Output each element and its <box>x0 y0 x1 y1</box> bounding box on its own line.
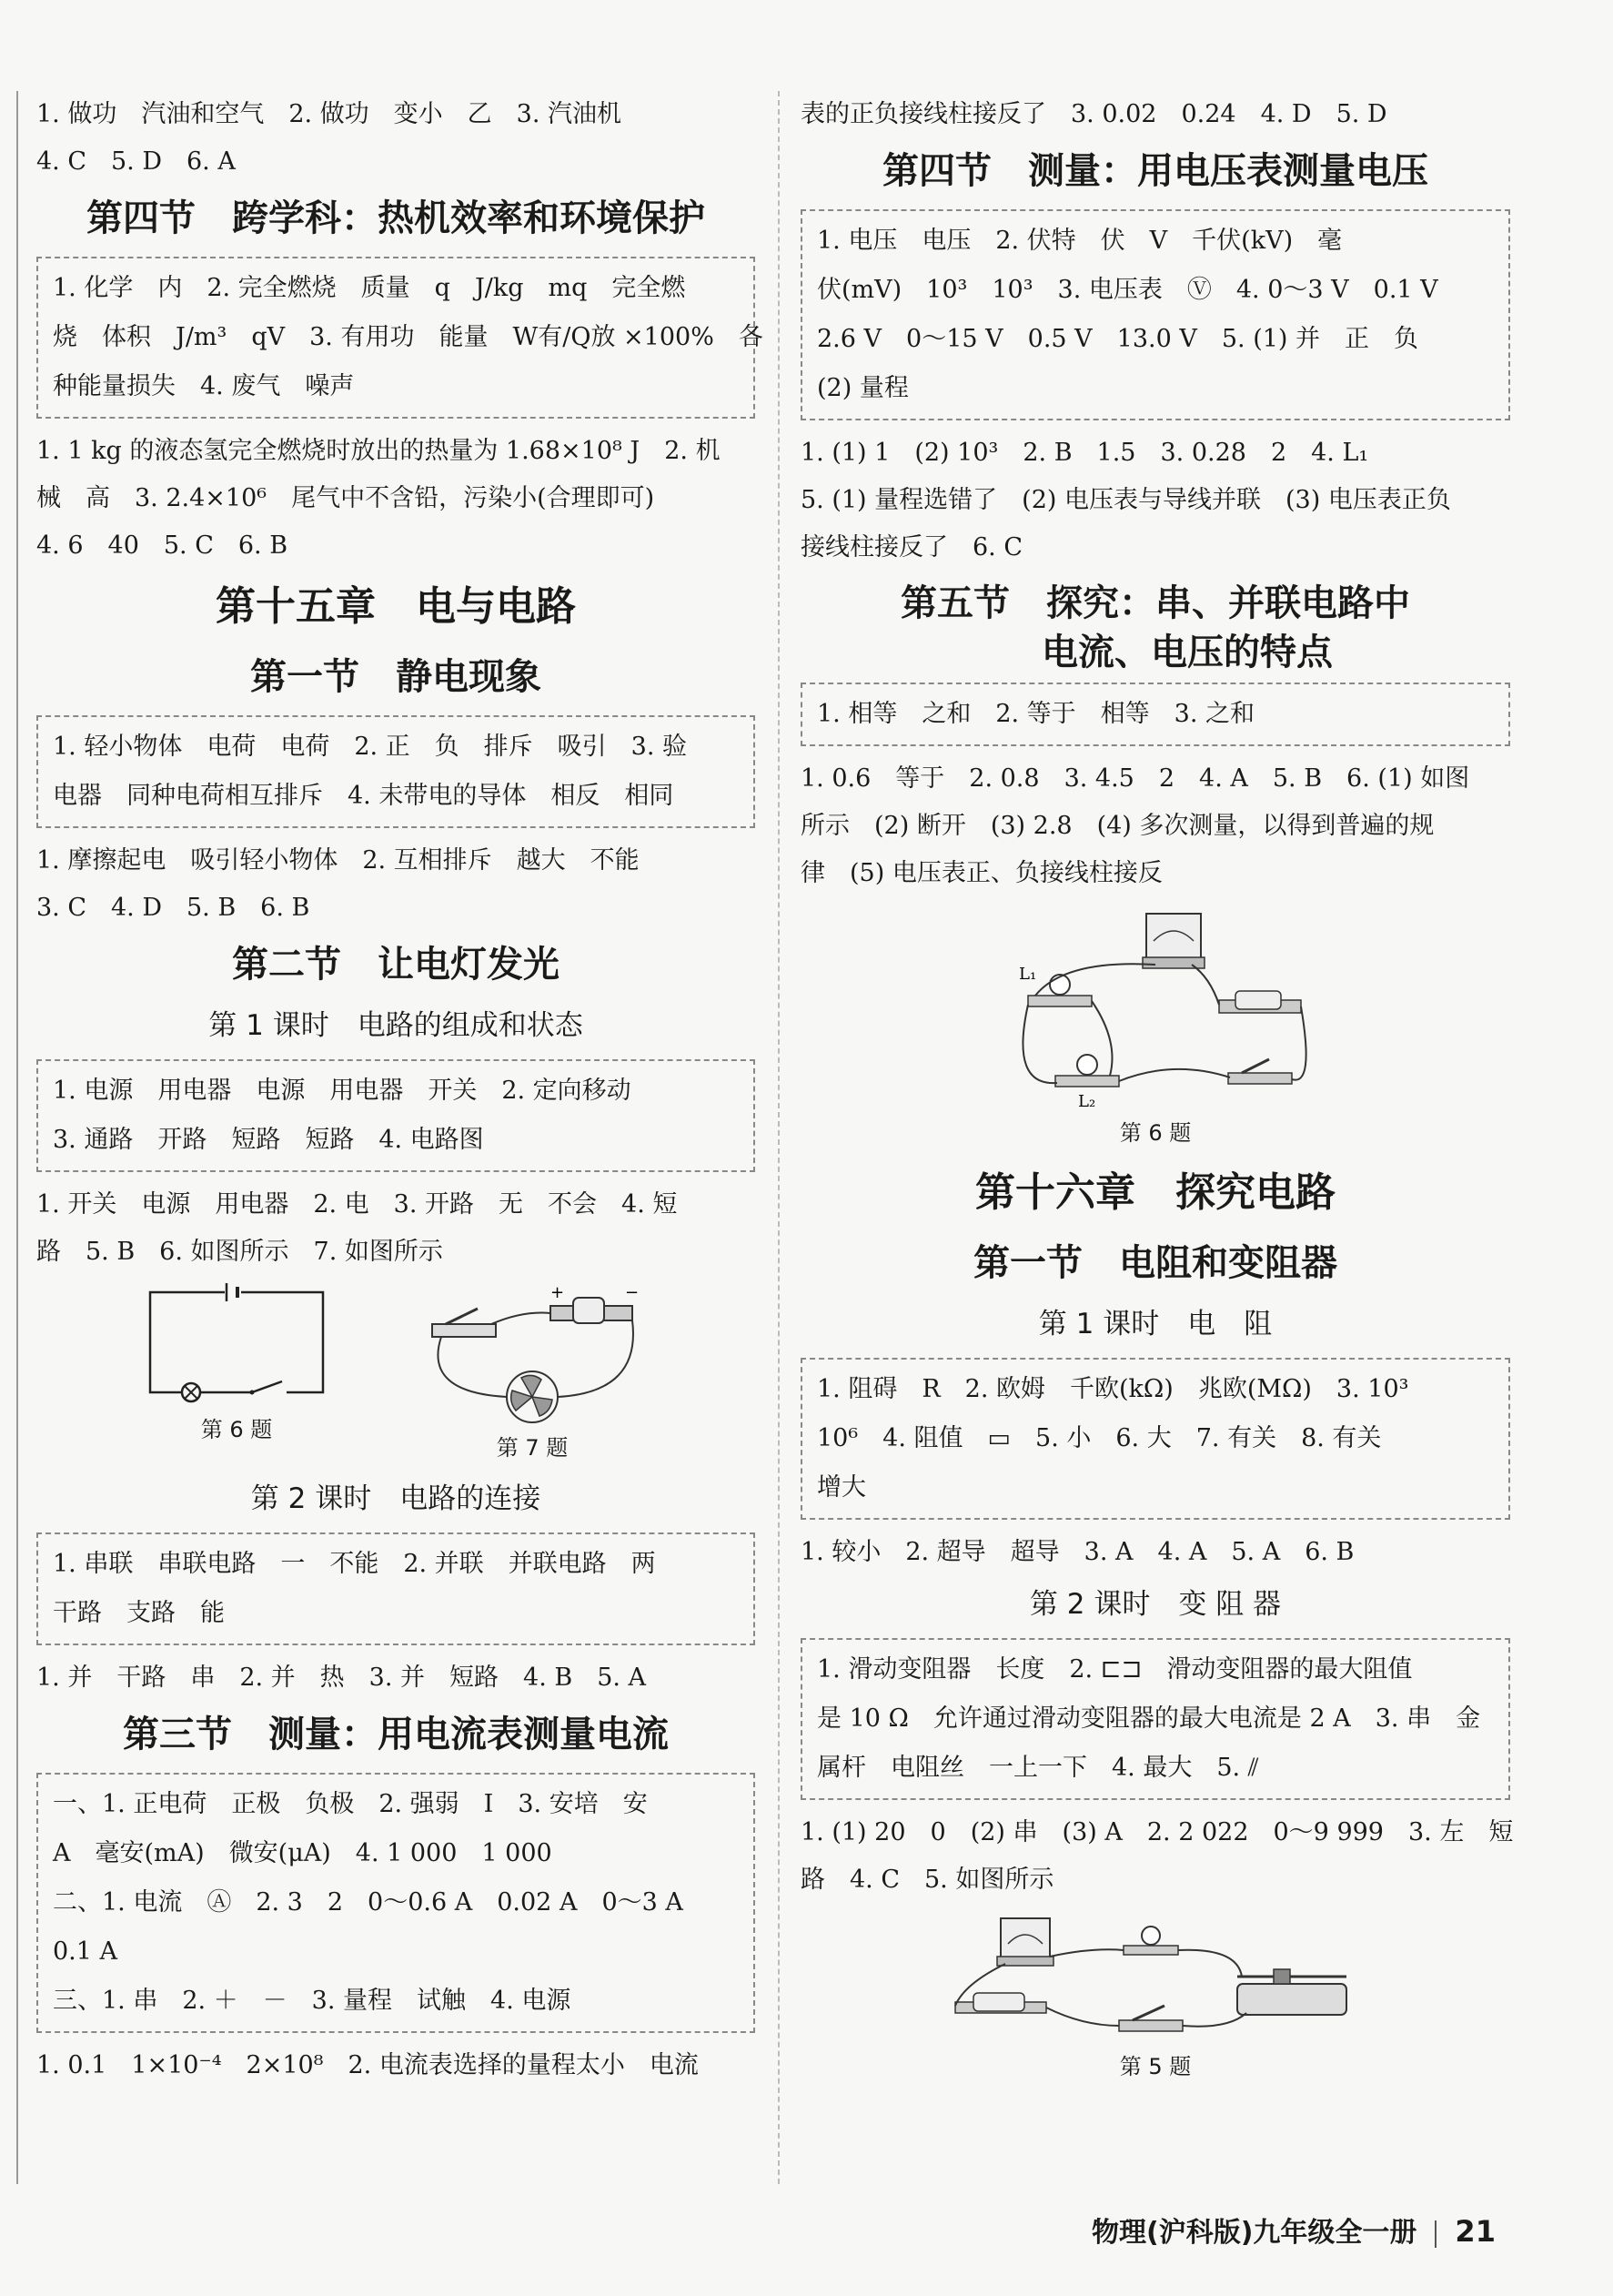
lamp-label-l1: L₁ <box>1019 965 1037 984</box>
box-line: 伏(mV) 10³ 10³ 3. 电压表 Ⓥ 4. 0～3 V 0.1 V <box>817 276 1438 304</box>
chapter-title: 第十六章 探究电路 <box>975 1169 1336 1216</box>
answer-line: 1. 较小 2. 超导 超导 3. A 4. A 5. A 6. B <box>801 1538 1355 1566</box>
lamp-label-l2: L₂ <box>1078 1092 1096 1111</box>
answer-line: 1. 摩擦起电 吸引轻小物体 2. 互相排斥 越大 不能 <box>36 846 640 875</box>
answer-line: 1. (1) 20 0 (2) 串 (3) A 2. 2 022 0～9 999 3. 左 短 <box>801 1818 1514 1846</box>
knowledge-box <box>36 257 763 419</box>
knowledge-box <box>36 1773 755 2033</box>
box-line: 1. 轻小物体 电荷 电荷 2. 正 负 排斥 吸引 3. 验 <box>53 733 688 761</box>
knowledge-box <box>801 1638 1510 1800</box>
answer-line: 1. 1 kg 的液态氢完全燃烧时放出的热量为 1.68×10⁸ J 2. 机 <box>36 437 721 465</box>
figure-row <box>36 1283 755 1463</box>
answer-line: 律 (5) 电压表正、负接线柱接反 <box>801 859 1163 887</box>
box-line: 增大 <box>817 1473 866 1502</box>
page-number: 21 <box>1455 2214 1496 2249</box>
left-margin-rule <box>16 91 18 2184</box>
section-title: 第一节 静电现象 <box>250 656 541 698</box>
box-line: 1. 串联 串联电路 一 不能 2. 并联 并联电路 两 <box>53 1550 656 1578</box>
page-footer <box>1092 2210 1496 2250</box>
book-title: 物理(沪科版)九年级全一册 <box>1092 2217 1417 2249</box>
knowledge-box <box>36 715 755 828</box>
figure-6 <box>141 1283 332 1463</box>
box-line: 是 10 Ω 允许通过滑动变阻器的最大电流是 2 A 3. 串 金 <box>817 1704 1481 1733</box>
lesson-title: 第 2 课时 电路的连接 <box>250 1482 541 1515</box>
figure-caption: 第 5 题 <box>1119 2054 1192 2079</box>
box-line: 0.1 A <box>53 1937 118 1966</box>
box-line: 2.6 V 0～15 V 0.5 V 13.0 V 5. (1) 并 正 负 <box>817 325 1419 353</box>
section-title: 第三节 测量：用电流表测量电流 <box>123 1714 669 1755</box>
section-title: 第二节 让电灯发光 <box>232 944 560 986</box>
answer-line: 1. 开关 电源 用电器 2. 电 3. 开路 无 不会 4. 短 <box>36 1190 678 1219</box>
answer-line: 路 5. B 6. 如图所示 7. 如图所示 <box>36 1238 443 1266</box>
knowledge-box <box>36 1059 755 1172</box>
box-line: 1. 相等 之和 2. 等于 相等 3. 之和 <box>817 700 1255 728</box>
section-title: 第五节 探究：串、并联电路中 <box>901 582 1410 624</box>
box-line: 10⁶ 4. 阻值 ▭ 5. 小 6. 大 7. 有关 8. 有关 <box>817 1424 1382 1452</box>
box-line: 属杆 电阻丝 一上一下 4. 最大 5. ⫽ <box>817 1754 1259 1782</box>
box-line: 1. 阻碍 R 2. 欧姆 千欧(kΩ) 兆欧(MΩ) 3. 10³ <box>817 1375 1409 1403</box>
box-line: (2) 量程 <box>817 374 909 402</box>
box-line: 1. 电压 电压 2. 伏特 伏 V 千伏(kV) 毫 <box>817 227 1343 255</box>
answer-line: 1. 并 干路 串 2. 并 热 3. 并 短路 4. B 5. A <box>36 1664 647 1692</box>
circuit-diagram <box>141 1283 332 1411</box>
right-column <box>801 91 1514 2089</box>
box-line: 1. 化学 内 2. 完全燃烧 质量 q J/kg mq 完全燃 <box>53 274 686 302</box>
section-title-cont: 电流、电压的特点 <box>1042 632 1333 673</box>
box-line: 种能量损失 4. 废气 噪声 <box>53 372 355 400</box>
box-line: 1. 电源 用电器 电源 用电器 开关 2. 定向移动 <box>53 1077 631 1105</box>
figure-7 <box>414 1283 650 1463</box>
left-column <box>36 91 763 2089</box>
footer-separator <box>1435 2220 1437 2248</box>
knowledge-box <box>801 683 1510 746</box>
box-line: 烧 体积 J/m³ qV 3. 有用功 能量 W有/Q放 ×100% 各 <box>53 323 763 351</box>
figure-caption: 第 6 题 <box>1119 1120 1192 1146</box>
answer-line: 4. C 5. D 6. A <box>36 147 236 176</box>
lesson-title: 第 1 课时 电 阻 <box>1038 1308 1273 1340</box>
answer-line: 1. (1) 1 (2) 10³ 2. B 1.5 3. 0.28 2 4. L₁ <box>801 439 1369 467</box>
answer-line: 1. 做功 汽油和空气 2. 做功 变小 乙 3. 汽油机 <box>36 100 622 128</box>
answer-line: 接线柱接反了 6. C <box>801 533 1023 561</box>
knowledge-box <box>801 209 1510 420</box>
box-line: 电器 同种电荷相互排斥 4. 未带电的导体 相反 相同 <box>53 782 674 810</box>
lesson-title: 第 1 课时 电路的组成和状态 <box>208 1009 583 1042</box>
box-line: 1. 滑动变阻器 长度 2. ⊏⊐ 滑动变阻器的最大阻值 <box>817 1655 1413 1684</box>
figure-row <box>801 1911 1510 2082</box>
circuit-sketch <box>414 1283 650 1429</box>
answer-line: 路 4. C 5. 如图所示 <box>801 1866 1054 1894</box>
figure-r5 <box>937 1911 1374 2082</box>
section-title: 第一节 电阻和变阻器 <box>973 1242 1337 1284</box>
box-line: A 毫安(mA) 微安(μA) 4. 1 000 1 000 <box>53 1839 552 1867</box>
svg-text:+: + <box>550 1283 565 1302</box>
circuit-sketch <box>992 905 1319 1114</box>
column-divider <box>778 91 780 2184</box>
knowledge-box <box>36 1532 755 1645</box>
answer-line: 1. 0.1 1×10⁻⁴ 2×10⁸ 2. 电流表选择的量程太小 电流 <box>36 2051 699 2079</box>
figure-caption: 第 7 题 <box>496 1435 569 1461</box>
answer-line: 所示 (2) 断开 (3) 2.8 (4) 多次测量，以得到普遍的规 <box>801 812 1435 840</box>
box-line: 3. 通路 开路 短路 短路 4. 电路图 <box>53 1126 484 1154</box>
lesson-title: 第 2 课时 变 阻 器 <box>1029 1588 1282 1621</box>
answer-line: 5. (1) 量程选错了 (2) 电压表与导线并联 (3) 电压表正负 <box>801 486 1451 514</box>
section-title: 第四节 跨学科：热机效率和环境保护 <box>86 197 705 239</box>
chapter-title: 第十五章 电与电路 <box>216 583 576 630</box>
box-line: 三、1. 串 2. ＋ － 3. 量程 试触 4. 电源 <box>53 1987 571 2015</box>
figure-caption: 第 6 题 <box>200 1417 273 1442</box>
answer-line: 4. 6 40 5. C 6. B <box>36 531 288 560</box>
box-line: 一、1. 正电荷 正极 负极 2. 强弱 I 3. 安培 安 <box>53 1790 648 1818</box>
answer-line: 3. C 4. D 5. B 6. B <box>36 894 310 922</box>
section-title: 第四节 测量：用电压表测量电压 <box>882 150 1428 192</box>
circuit-sketch <box>937 1911 1374 2048</box>
knowledge-box <box>801 1358 1510 1520</box>
box-line: 干路 支路 能 <box>53 1599 225 1627</box>
answer-line: 表的正负接线柱接反了 3. 0.02 0.24 4. D 5. D <box>801 100 1387 128</box>
box-line: 二、1. 电流 Ⓐ 2. 3 2 0～0.6 A 0.02 A 0～3 A <box>53 1888 683 1917</box>
answer-line: 械 高 3. 2.4×10⁶ 尾气中不含铅，污染小(合理即可) <box>36 484 655 512</box>
figure-row <box>801 905 1510 1148</box>
answer-line: 1. 0.6 等于 2. 0.8 3. 4.5 2 4. A 5. B 6. (1) 如图 <box>801 764 1470 793</box>
figure-r6 <box>992 905 1319 1148</box>
svg-text:−: − <box>625 1283 640 1302</box>
